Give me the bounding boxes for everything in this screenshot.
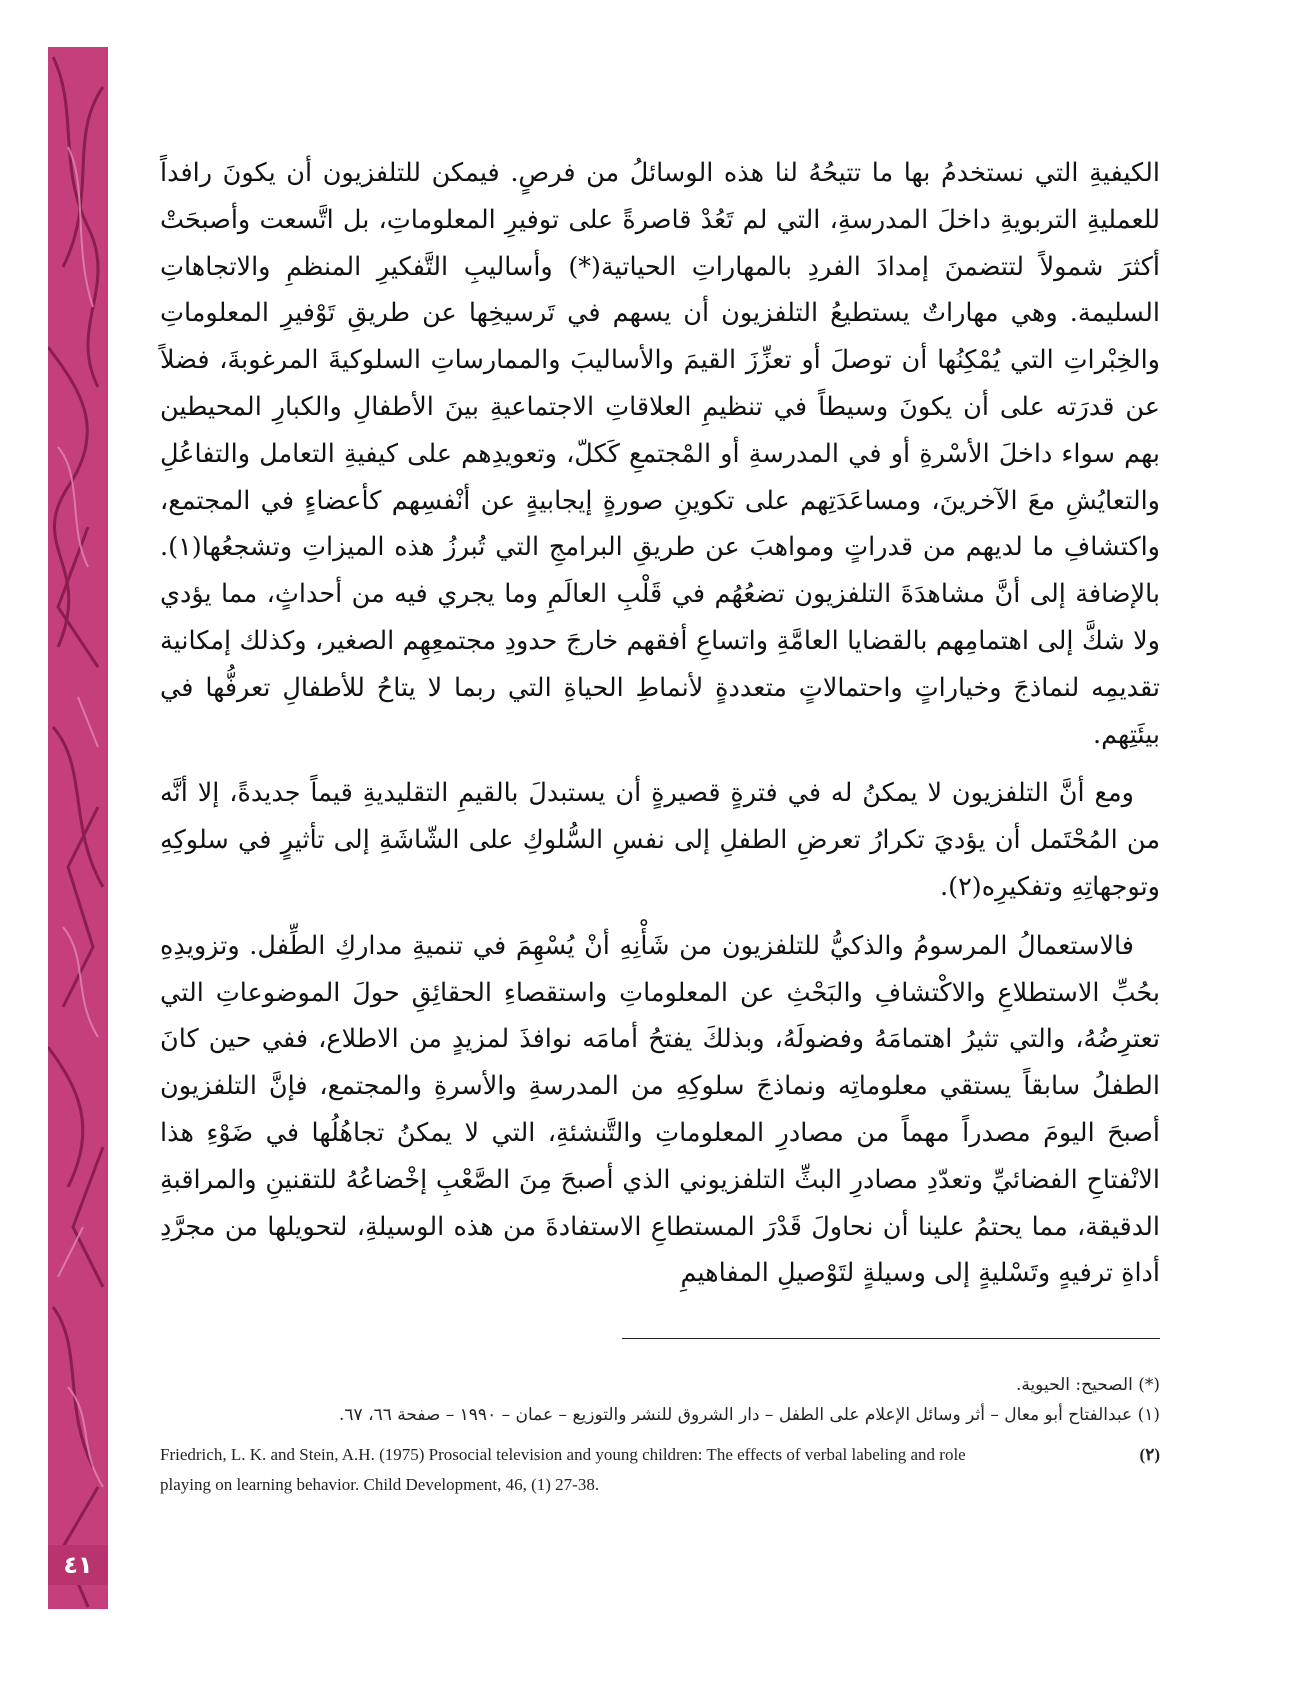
- paragraph: فالاستعمالُ المرسومُ والذكيُّ للتلفزيون من شَأْنِهِ أنْ يُسْهِمَ في تنميةِ مداركِ الطِّفل. وتزويدِهِ بحُبِّ الاستطلاعِ والاكْتشافِ والبَحْثِ عن المعلوماتِ واستقصاءِ الحقائِقِ حولَ الموضوعاتِ التي تعترِضُهُ، والتي تثيرُ اهتمامَهُ وفضولَهُ، وبذلكَ يفتحُ أمامَه نوافذَ لمزيدٍ من الاطلاع، ففي حين كانَ الطفلُ سابقاً يستقي معلوماتِه ونماذجَ سلوكِهِ من المدرسةِ والأسرةِ والمجتمع، فإنَّ التلفزيون أصبحَ اليومَ مصدراً مهماً من مصادرِ المعلوماتِ والتَّنشئةِ، التي لا يمكنُ تجاهُلُها في ضَوْءِ هذا الانْفتاحِ الفضائيِّ وتعدّدِ مصادرِ البثِّ التلفزيوني الذي أصبحَ مِنَ الصَّعْبِ إخْضاعُهُ للتقنينِ والمراقبةِ الدقيقة، مما يحتمُ علينا أن نحاولَ قَدْرَ المستطاعِ الاستفادةَ من هذه الوسيلةِ، لتحويلها من مجرَّدِ أداةِ ترفيهٍ وتَسْليةٍ إلى وسيلةٍ لتَوْصيلِ المفاهيمِ: [160, 930, 1160, 1289]
- footnote-divider: [622, 1338, 1160, 1339]
- footnote-2-line-2: playing on learning behavior. Child Development, 46, (1) 27-38.: [160, 1475, 600, 1494]
- footnote-star: (*) الصحيح: الحيوية.: [1015, 1375, 1160, 1395]
- footnote-2: [160, 1440, 1160, 1500]
- footnotes: [160, 1372, 1160, 1432]
- body-text: [160, 150, 1160, 1297]
- page-number: ٤١: [48, 1545, 108, 1585]
- footnote-1: (١) عبدالفتاح أبو معال – أثر وسائل الإعلام على الطفل – دار الشروق للنشر والتوزيع – عمان – ١٩٩٠ – صفحة ٦٦، ٦٧.: [339, 1405, 1160, 1425]
- footnote-2-number: (٢): [1139, 1445, 1160, 1464]
- paragraph: الكيفيةِ التي نستخدمُ بها ما تتيحُهُ لنا هذه الوسائلُ من فرصٍ. فيمكن للتلفزيون أن يكونَ رافداً للعمليةِ التربويةِ داخلَ المدرسةِ، التي لم تَعُدْ قاصرةً على توفيرِ المعلوماتِ، بل اتَّسعت وأصبحَتْ أكثرَ شمولاً لتتضمنَ إمدادَ الفردِ بالمهاراتِ الحياتية(*) وأساليبِ التَّفكيرِ المنظمِ والاتجاهاتِ السليمة. وهي مهاراتٌ يستطيعُ التلفزيون أن يسهم في تَرسيخِها عن طريقِ تَوْفيرِ المعلوماتِ والخِبْراتِ التي يُمْكِنُها أن توصلَ أو تعزِّزَ القيمَ والأساليبَ والممارساتِ السلوكيةَ المرغوبةَ، فضلاً عن قدرَته على أن يكونَ وسيطاً في تنظيمِ العلاقاتِ الاجتماعيةِ بينَ الأطفالِ والكبارِ المحيطين بهم سواء داخلَ الأسْرةِ أو في المدرسةِ أو المْجتمعِ كَكلّ، وتعويدِهم على كيفيةِ التعامل والتفاعُلِ والتعايُشِ معَ الآخرينَ، ومساعَدَتِهم على تكوينِ صورةٍ إيجابيةٍ عن أنْفسِهم كأعضاءٍ في المجتمع، واكتشافِ ما لديهم من قدراتٍ ومواهبَ عن طريقِ البرامجِ التي تُبرزُ هذه الميزاتِ وتشجعُها(١). بالإضافة إلى أنَّ مشاهدَةَ التلفزيون تضعُهُم في قَلْبِ العالَمِ وما يجري فيه من أحداثٍ، مما يؤدي ولا شكَّ إلى اهتمامِهم بالقضايا العامَّةِ واتساعِ أفقهم خارجَ حدودِ مجتمعِهِم الصغير، وكذلك إمكانية تقديمِه لنماذجَ وخياراتٍ واحتمالاتٍ متعددةٍ لأنماطِ الحياةِ التي ربما لا يتاحُ للأطفالِ تعرفُّها في بيئَتِهم.: [160, 158, 1160, 750]
- decorative-side-band: [48, 47, 108, 1609]
- footnote-2-line-1: Friedrich, L. K. and Stein, A.H. (1975) Prosocial television and young children: The effects of verbal labeling and role: [160, 1445, 966, 1464]
- band-pattern: [48, 47, 108, 1609]
- paragraph: ومع أنَّ التلفزيون لا يمكنُ له في فترةٍ قصيرةٍ أن يستبدلَ بالقيمِ التقليديةِ قيماً جديدةً، إلا أنَّه من المُحْتَمل أن يؤديَ تكرارُ تعرضِ الطفلِ إلى نفسِ السُّلوكِ على الشّاشَةِ إلى تأثيرٍ في سلوكِهِ وتوجهاتِهِ وتفكيرِه(٢).: [160, 778, 1160, 902]
